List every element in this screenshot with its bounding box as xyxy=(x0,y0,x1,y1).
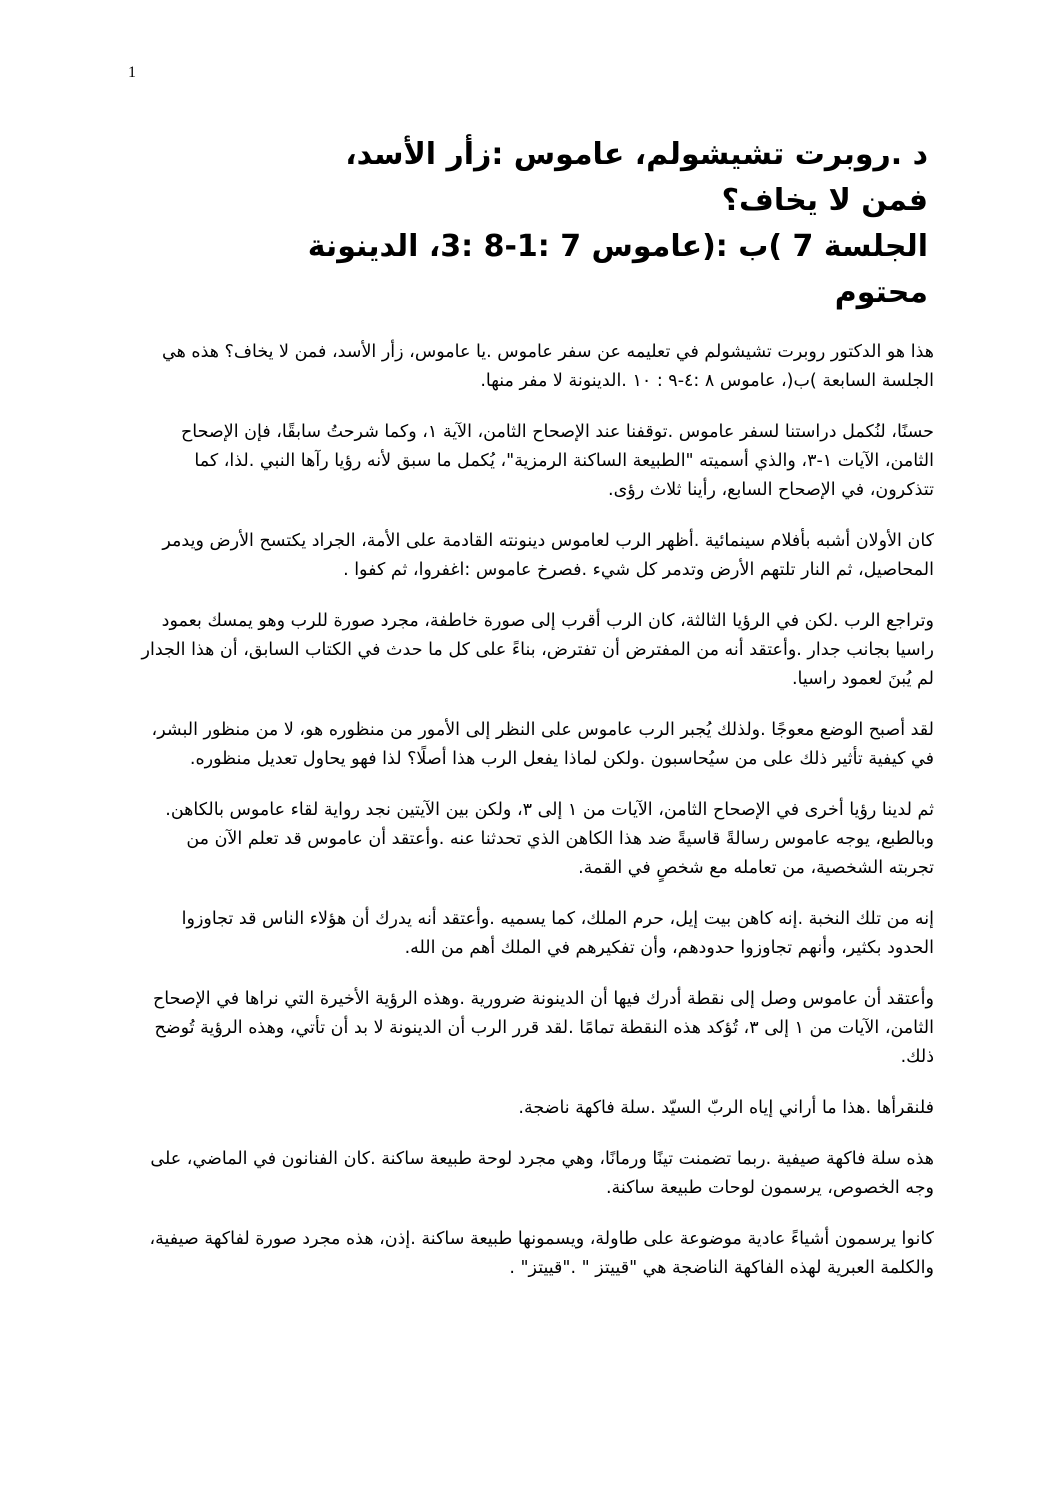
paragraph: إنه من تلك النخبة .إنه كاهن بيت إيل، حرم الملك، كما يسميه .وأعتقد أنه يدرك أن هؤلاء الناس قد تجاوزوا الحدود بكثير، وأنهم تجاوزوا حدودهم، وأن تفكيرهم في الملك أهم من الله. xyxy=(181,909,934,958)
title-line: محتوم xyxy=(834,275,928,310)
document-title xyxy=(136,132,934,316)
title-line: فمن لا يخاف؟ xyxy=(721,183,928,218)
paragraph-intro: هذا هو الدكتور روبرت تشيشولم في تعليمه عن سفر عاموس .يا عاموس، زأر الأسد، فمن لا يخاف؟ هذه هي الجلسة السابعة )ب(، عاموس ٨ :٤-٩ : ١٠ .الدينونة لا مفر منها. xyxy=(162,342,934,391)
paragraph: وأعتقد أن عاموس وصل إلى نقطة أدرك فيها أن الدينونة ضرورية .وهذه الرؤية الأخيرة التي نراها في الإصحاح الثامن، الآيات من ١ إلى ٣، تُؤكد هذه النقطة تمامًا .لقد قرر الرب أن الدينونة لا بد أن تأتي، وهذه الرؤية تُوضح ذلك. xyxy=(153,989,934,1067)
paragraph: فلنقرأها .هذا ما أراني إياه الربّ السيّد .سلة فاكهة ناضجة. xyxy=(518,1098,934,1118)
paragraph: حسنًا، لنُكمل دراستنا لسفر عاموس .توقفنا عند الإصحاح الثامن، الآية ١، وكما شرحتُ سابقًا، فإن الإصحاح الثامن، الآيات ١-٣، والذي أسميته "الطبيعة الساكنة الرمزية"، يُكمل ما سبق لأنه رؤيا رآها النبي .لذا، كما تتذكرون، في الإصحاح السابع، رأينا ثلاث رؤى. xyxy=(180,422,934,500)
paragraph: كان الأولان أشبه بأفلام سينمائية .أظهر الرب لعاموس دينونته القادمة على الأمة، الجراد يكتسح الأرض ويدمر المحاصيل، ثم النار تلتهم الأرض وتدمر كل شيء .فصرخ عاموس :اغفروا، ثم كفوا . xyxy=(162,531,934,580)
paragraph: ثم لدينا رؤيا أخرى في الإصحاح الثامن، الآيات من ١ إلى ٣، ولكن بين الآيتين نجد رواية لقاء عاموس بالكاهن. وبالطبع، يوجه عاموس رسالةً قاسيةً ضد هذا الكاهن الذي تحدثنا عنه .وأعتقد أن عاموس قد تعلم الآن من تجربته الشخصية، من تعامله مع شخصٍ في القمة. xyxy=(165,800,934,878)
paragraph: وتراجع الرب .لكن في الرؤيا الثالثة، كان الرب أقرب إلى صورة خاطفة، مجرد صورة للرب وهو يمسك بعمود راسيا بجانب جدار .وأعتقد أنه من المفترض أن تفترض، بناءً على كل ما حدث في الكتاب السابق، أن هذا الجدار لم يُبنَ لعمود راسيا. xyxy=(141,611,934,689)
title-line: الجلسة 7 )ب :(عاموس 7 :1-8 :3، الدينونة xyxy=(307,229,928,264)
page-number: 1 xyxy=(128,64,136,81)
document-body xyxy=(136,132,934,1305)
paragraph: كانوا يرسمون أشياءً عادية موضوعة على طاولة، ويسمونها طبيعة ساكنة .إذن، هذه مجرد صورة لفاكهة صيفية، والكلمة العبرية لهذه الفاكهة الناضجة هي "قييتز " ."قييتز" . xyxy=(149,1229,934,1278)
paragraph: لقد أصبح الوضع معوجًا .ولذلك يُجبر الرب عاموس على النظر إلى الأمور من منظوره هو، لا من منظور البشر، في كيفية تأثير ذلك على من سيُحاسبون .ولكن لماذا يفعل الرب هذا أصلًا؟ لذا فهو يحاول تعديل منظوره. xyxy=(151,720,934,769)
title-line: د .روبرت تشيشولم، عاموس :زأر الأسد، xyxy=(345,137,928,172)
paragraph: هذه سلة فاكهة صيفية .ربما تضمنت تينًا ورمانًا، وهي مجرد لوحة طبيعة ساكنة .كان الفنانون في الماضي، على وجه الخصوص، يرسمون لوحات طبيعة ساكنة. xyxy=(150,1149,934,1198)
